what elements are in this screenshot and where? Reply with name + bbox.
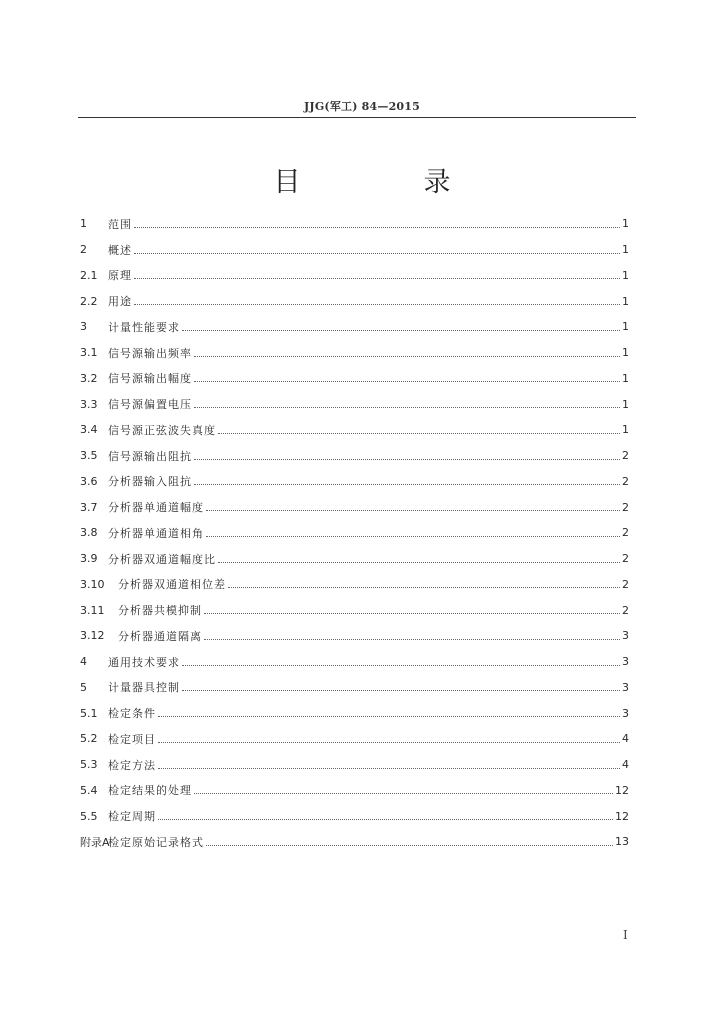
toc-entry [80, 211, 629, 237]
toc-entry-number: 3.6 [80, 474, 98, 488]
toc-leader-dots [204, 612, 620, 614]
toc-entry-number: 3.1 [80, 346, 98, 360]
header-rule [78, 117, 636, 118]
toc-entry-page: 1 [622, 397, 629, 411]
toc-entry-label: 分析器单通道幅度 [108, 501, 204, 515]
toc-entry-number: 5.2 [80, 732, 98, 746]
toc-entry-number: 5 [80, 680, 87, 694]
toc-entry [80, 391, 629, 417]
toc-entry-number: 3 [80, 320, 87, 334]
toc-entry [80, 675, 629, 701]
toc-entry-number: 1 [80, 217, 87, 231]
toc-entry-page: 3 [622, 680, 629, 694]
toc-entry [80, 417, 629, 443]
toc-entry [80, 288, 629, 314]
toc-entry-page: 1 [622, 294, 629, 308]
toc-entry-label: 分析器双通道幅度比 [108, 552, 216, 566]
toc-entry-label: 检定原始记录格式 [108, 835, 204, 849]
toc-entry-page: 12 [615, 809, 629, 823]
toc-entry-page: 2 [622, 603, 629, 617]
toc-leader-dots [194, 355, 620, 357]
toc-entry-page: 1 [622, 320, 629, 334]
toc-entry-page: 1 [622, 217, 629, 231]
toc-entry-number: 5.4 [80, 783, 98, 797]
toc-entry-number: 3.9 [80, 552, 98, 566]
toc-entry [80, 443, 629, 469]
toc-entry [80, 340, 629, 366]
toc-entry [80, 520, 629, 546]
toc-entry [80, 572, 629, 598]
toc-entry-number: 5.5 [80, 809, 98, 823]
toc-entry-number: 3.4 [80, 423, 98, 437]
toc-entry-page: 2 [622, 552, 629, 566]
toc-leader-dots [134, 277, 620, 279]
toc-entry [80, 726, 629, 752]
toc-entry-page: 1 [622, 423, 629, 437]
toc-entry-label: 分析器通道隔离 [118, 629, 202, 643]
toc-entry-label: 范围 [108, 217, 132, 231]
toc-leader-dots [206, 509, 620, 511]
toc-entry [80, 649, 629, 675]
toc-entry-page: 2 [622, 500, 629, 514]
toc-leader-dots [158, 767, 620, 769]
toc-entry-number: 5.3 [80, 758, 98, 772]
toc-title: 目 录 [273, 167, 499, 198]
toc-entry-page: 2 [622, 449, 629, 463]
toc-entry-number: 3.12 [80, 629, 105, 643]
toc-entry-number: 3.11 [80, 603, 105, 617]
toc-entry-label: 原理 [108, 269, 132, 283]
toc-entry-label: 检定结果的处理 [108, 784, 192, 798]
toc-entry-page: 1 [622, 268, 629, 282]
toc-entry-label: 信号源正弦波失真度 [108, 423, 216, 437]
toc-entry [80, 700, 629, 726]
toc-entry [80, 803, 629, 829]
toc-entry-number: 2 [80, 243, 87, 257]
toc-entry-label: 计量性能要求 [108, 320, 180, 334]
toc-leader-dots [158, 741, 620, 743]
table-of-contents [80, 211, 629, 855]
toc-leader-dots [194, 406, 620, 408]
toc-entry [80, 752, 629, 778]
toc-entry-label: 信号源输出频率 [108, 346, 192, 360]
toc-entry-label: 分析器双通道相位差 [118, 578, 226, 592]
toc-leader-dots [182, 329, 620, 331]
toc-entry-number: 3.5 [80, 449, 98, 463]
toc-leader-dots [194, 380, 620, 382]
toc-entry-page: 1 [622, 243, 629, 257]
toc-leader-dots [158, 818, 613, 820]
toc-entry-page: 2 [622, 474, 629, 488]
toc-entry-label: 信号源偏置电压 [108, 398, 192, 412]
toc-leader-dots [206, 535, 620, 537]
toc-entry-page: 4 [622, 732, 629, 746]
standard-code-header: JJG(军工) 84—2015 [304, 100, 420, 113]
toc-entry [80, 829, 629, 855]
toc-entry-number: 2.1 [80, 268, 98, 282]
toc-entry-number: 2.2 [80, 294, 98, 308]
toc-entry [80, 494, 629, 520]
toc-entry [80, 623, 629, 649]
toc-entry-number: 3.7 [80, 500, 98, 514]
toc-entry [80, 263, 629, 289]
toc-entry-label: 检定条件 [108, 707, 156, 721]
toc-leader-dots [182, 689, 620, 691]
toc-entry-page: 13 [615, 835, 629, 849]
toc-entry-label: 计量器具控制 [108, 681, 180, 695]
toc-entry-page: 1 [622, 371, 629, 385]
toc-entry-page: 3 [622, 629, 629, 643]
toc-entry-number: 附录A [80, 835, 110, 849]
toc-entry-label: 概述 [108, 243, 132, 257]
toc-leader-dots [218, 561, 620, 563]
toc-entry-page: 4 [622, 758, 629, 772]
toc-entry-label: 信号源输出幅度 [108, 372, 192, 386]
toc-entry [80, 778, 629, 804]
toc-leader-dots [218, 432, 620, 434]
toc-entry-page: 3 [622, 655, 629, 669]
toc-entry-label: 信号源输出阻抗 [108, 449, 192, 463]
toc-entry-number: 3.10 [80, 577, 105, 591]
toc-entry-page: 3 [622, 706, 629, 720]
toc-entry [80, 546, 629, 572]
toc-entry-label: 用途 [108, 295, 132, 309]
toc-entry-number: 3.8 [80, 526, 98, 540]
toc-entry-page: 2 [622, 577, 629, 591]
toc-entry [80, 469, 629, 495]
toc-entry-page: 2 [622, 526, 629, 540]
toc-entry-number: 4 [80, 655, 87, 669]
toc-entry-number: 3.3 [80, 397, 98, 411]
toc-leader-dots [194, 792, 613, 794]
toc-entry-label: 分析器输入阻抗 [108, 475, 192, 489]
toc-entry-label: 检定项目 [108, 732, 156, 746]
toc-leader-dots [204, 638, 620, 640]
toc-entry [80, 314, 629, 340]
toc-entry-label: 通用技术要求 [108, 655, 180, 669]
toc-entry-label: 检定周期 [108, 810, 156, 824]
toc-entry [80, 366, 629, 392]
toc-leader-dots [194, 483, 620, 485]
toc-leader-dots [228, 586, 620, 588]
toc-leader-dots [134, 252, 620, 254]
toc-entry-number: 5.1 [80, 706, 98, 720]
toc-leader-dots [182, 664, 620, 666]
page-number: I [623, 928, 628, 942]
toc-entry [80, 597, 629, 623]
toc-entry-label: 分析器共模抑制 [118, 604, 202, 618]
toc-entry [80, 237, 629, 263]
toc-leader-dots [206, 844, 613, 846]
toc-entry-page: 12 [615, 783, 629, 797]
toc-entry-label: 检定方法 [108, 758, 156, 772]
toc-entry-label: 分析器单通道相角 [108, 526, 204, 540]
toc-entry-page: 1 [622, 346, 629, 360]
toc-leader-dots [158, 715, 620, 717]
toc-entry-number: 3.2 [80, 371, 98, 385]
toc-leader-dots [134, 226, 620, 228]
toc-leader-dots [194, 458, 620, 460]
toc-leader-dots [134, 303, 620, 305]
